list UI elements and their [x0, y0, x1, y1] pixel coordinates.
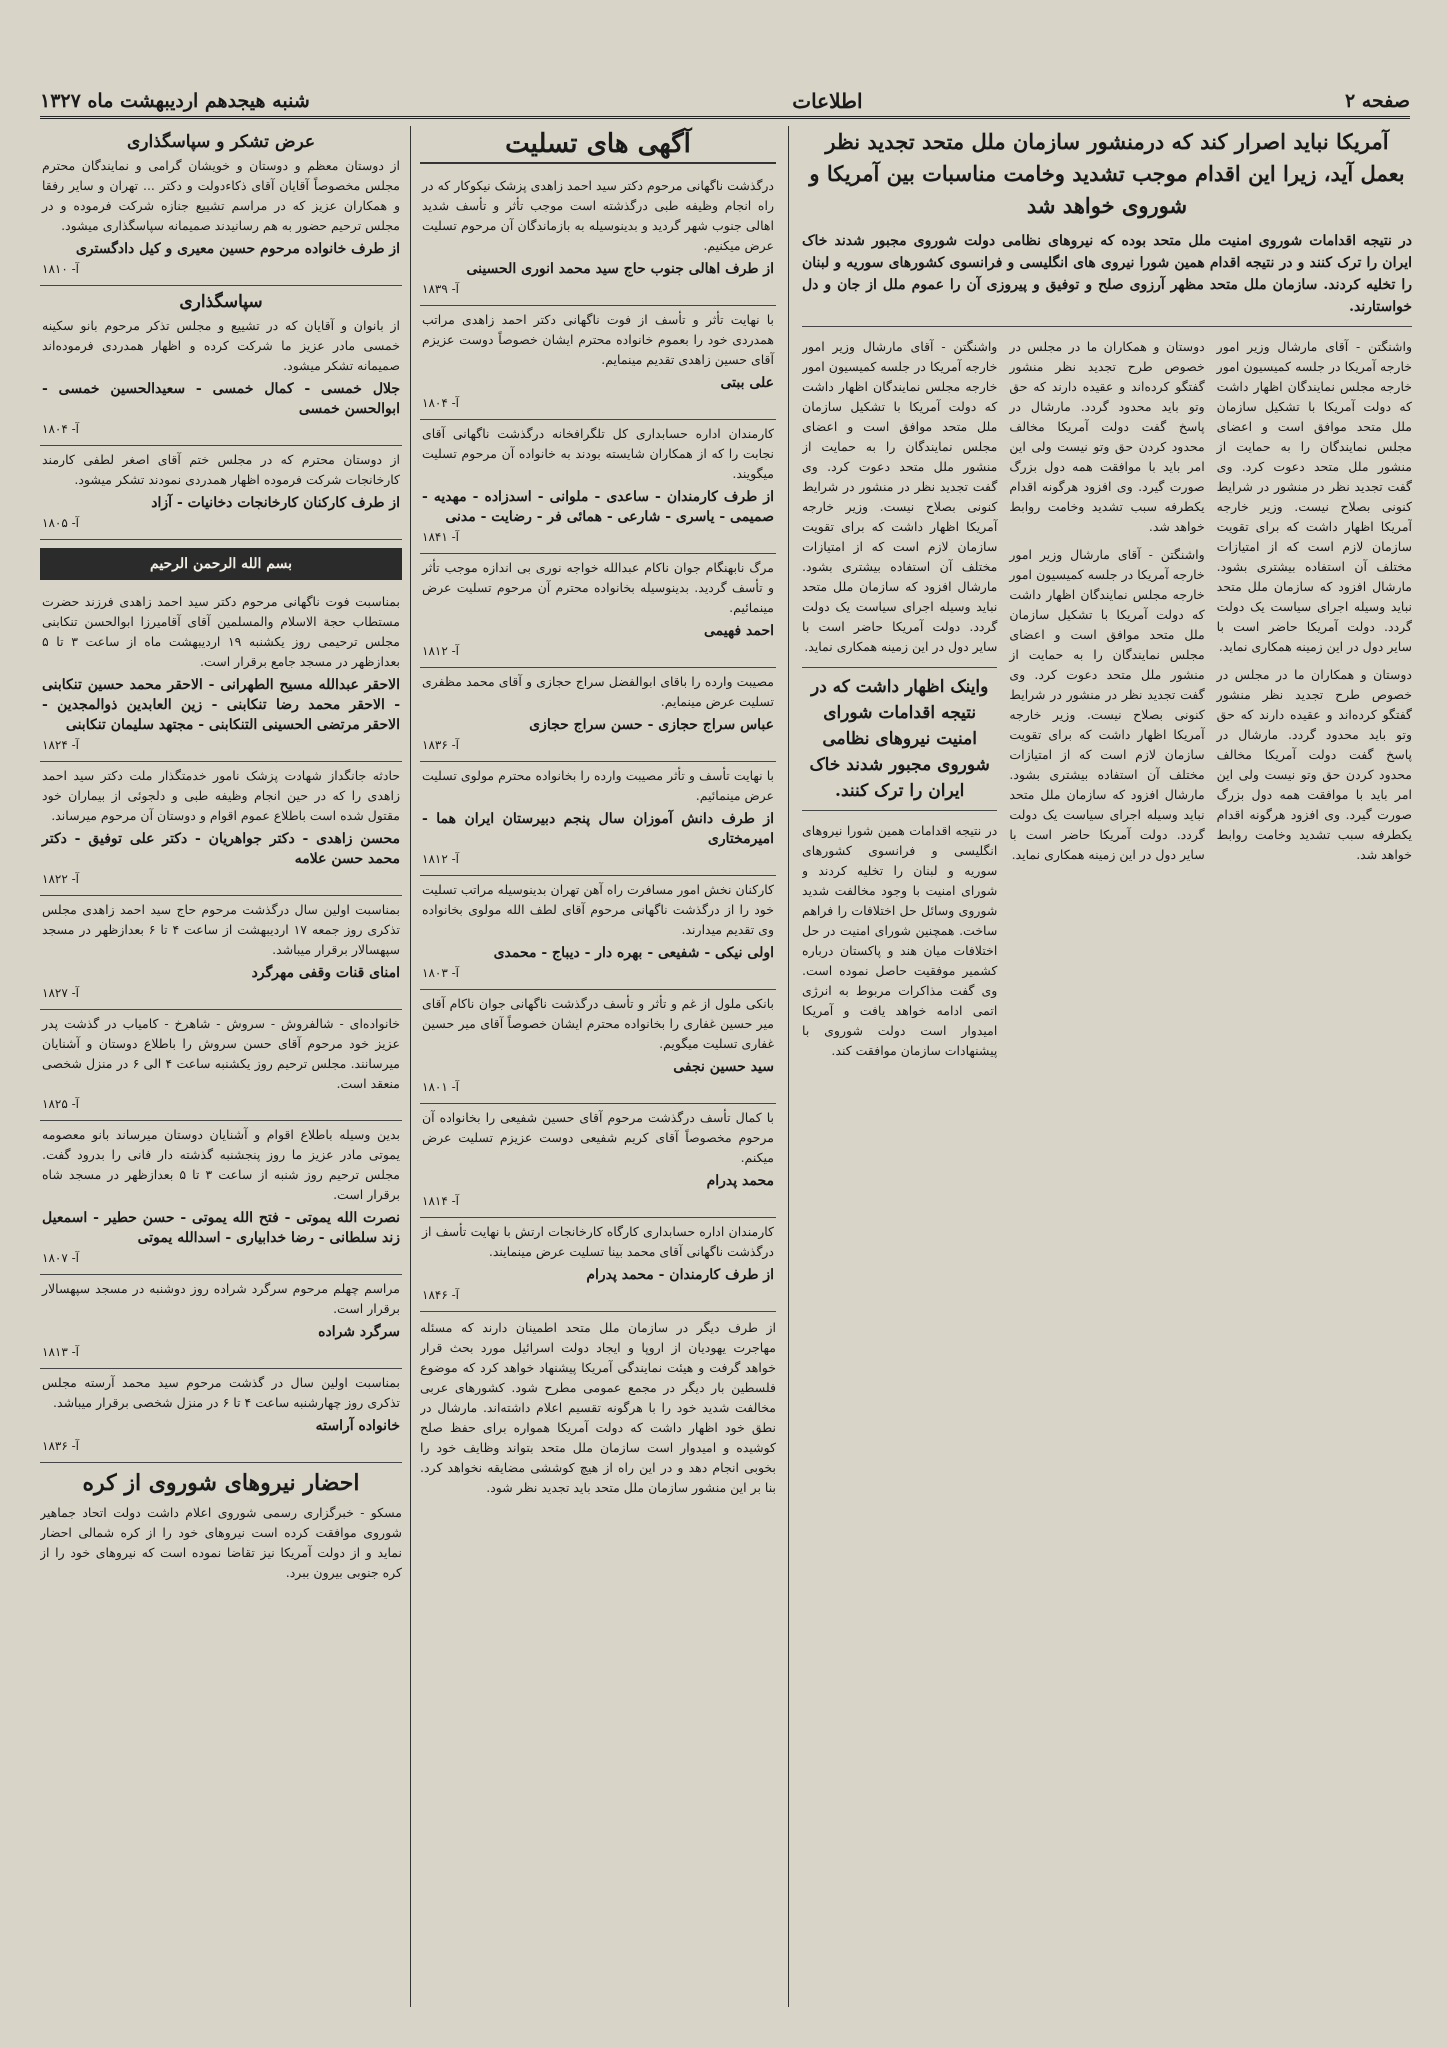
notice-signature: نصرت الله یموتی - فتح الله یموتی - حسن حطیر - اسمعیل زند سلطانی - رضا خدابیاری - اسدالله یموتی [42, 1210, 400, 1246]
notice-body: مصیبت وارده را باقای ابوالفضل سراج حجازی و آقای محمد مظفری تسلیت عرض مینمایم. [422, 674, 774, 709]
notice-signature: جلال خمسی - کمال خمسی - سعیدالحسین خمسی - ابوالحسن خمسی [42, 381, 400, 417]
notice-body: خانواده‌ای - شالفروش - سروش - شاهرخ - کامیاب در گذشت پدر عزیز خود مرحوم آقای حسن سروش را باطلاع دوستان و آشنایان میرسانند. مجلس ترحیم روز یکشنبه ساعت ۴ الی ۶ در منزل شخصی منعقد است. [42, 1016, 400, 1091]
notice-body: بمناسبت اولین سال درگذشت مرحوم حاج سید احمد زاهدی مجلس تذکری روز جمعه ۱۷ اردیبهشت از ساعت ۴ تا ۶ بعدازظهر در مسجد سپهسالار برقرار میباشد. [42, 902, 400, 957]
notice-signature: الاحقر عبدالله مسیح الطهرانی - الاحقر محمد حسین تنکابنی - الاحقر محمد رضا تنکابنی - زین العابدین ذوالمجدین - الاحقر مرتضی الحسینی التنکابنی - مجتهد سلیمان تنکابنی [42, 677, 400, 733]
notice-title: عرض تشکر و سپاسگذاری [126, 132, 316, 152]
condolence-notice [420, 668, 776, 762]
notice-signature: محمد پدرام [706, 1173, 774, 1189]
notice-body: کارمندان اداره حسابداری کارگاه کارخانجات ارتش با نهایت تأسف از درگذشت ناگهانی آقای محمد بینا تسلیت عرض مینمایند. [422, 1224, 774, 1259]
paper-name: اطلاعات [792, 89, 863, 113]
notice-code: آ- ۱۸۲۲ [42, 872, 79, 886]
notice-code: آ- ۱۸۳۶ [42, 1439, 79, 1453]
column-rule [788, 126, 789, 2007]
notice-signature: سرگرد شراده [318, 1324, 400, 1340]
middle-column [420, 126, 776, 2007]
notice-body: بدین وسیله باطلاع اقوام و آشنایان دوستان میرساند بانو معصومه یموتی مادر عزیز ما روز پنجشنبه گذشته دار فانی را بدرود گفت. مجلس ترحیم روز شنبه از ساعت ۳ تا ۵ بعدازظهر در مسجد شاه برقرار است. [42, 1127, 400, 1202]
notice-signature: از طرف خانواده مرحوم حسین معیری و کیل دادگستری [75, 241, 400, 257]
main-headline: آمریکا نباید اصرار کند که درمنشور سازمان ملل متحد تجدید نظر بعمل آید، زیرا این اقدام موجب تشدید وخامت مناسبات بین آمریکا و شوروی خواهد شد [809, 129, 1405, 218]
notice-signature: خانواده آراسته [315, 1418, 400, 1434]
notice-code: آ- ۱۸۰۱ [422, 1080, 459, 1094]
notice-code: آ- ۱۸۰۷ [42, 1251, 79, 1265]
headline-lead: در نتیجه اقدامات شوروی امنیت ملل متحد بوده که نیروهای نظامی دولت شوروی مجبور شدند خاک ایران را ترک کنند و در نتیجه اقدام همین شورا نیروی های انگلیسی و فرانسوی کشورهای سوریه و لبنان را تخلیه کردند. سازمان ملل متحد مظهر آرزوی صلح و توفیق و پیروزی آن را عموم ملل از جان و دل خواستارند. [802, 230, 1412, 327]
condolence-notice [420, 1218, 776, 1312]
notice-code: آ- ۱۸۲۴ [42, 738, 79, 752]
thanks-notice [40, 286, 402, 446]
notice-body: با نهایت تأسف و تأثر مصیبت وارده را بخانواده محترم مولوی تسلیت عرض مینمائیم. [422, 768, 774, 803]
notice-body: از بانوان و آقایان که در تشییع و مجلس تذکر مرحوم بانو سکینه خمسی مادر عزیز ما شرکت کرده و اظهار همدردی فرموده‌اند صمیمانه تشکر میشود. [42, 318, 400, 373]
thanks-notice [40, 446, 402, 540]
notice-body: مراسم چهلم مرحوم سرگرد شراده روز دوشنبه در مسجد سپهسالار برقرار است. [42, 1281, 400, 1316]
memorial-notice [40, 896, 402, 1010]
notice-signature: از طرف اهالی جنوب حاج سید محمد انوری الحسینی [466, 261, 774, 277]
notice-body: کارمندان اداره حسابداری کل تلگرافخانه درگذشت ناگهانی آقای نجابت را که از همکاران شایسته بودند به خانواده آن مرحوم تسلیت میگویند. [422, 426, 774, 481]
notice-title: سپاسگذاری [179, 292, 263, 312]
notice-body: با نهایت تأثر و تأسف از فوت ناگهانی دکتر احمد زاهدی مراتب همدردی خود را بعموم خانواده محترم ایشان خصوصاً دوست عزیزم آقای حسین زاهدی تقدیم مینمایم. [422, 312, 774, 367]
article-para-6: در نتیجه اقدامات همین شورا نیروهای انگلیسی و فرانسوی کشورهای سوریه و لبنان را تخلیه کردند و شورای امنیت با وجود مخالفت شدید شوروی وسائل حل اختلافات را فراهم ساخت. همچنین شورای امنیت در حل اختلافات میان هند و پاکستان درباره کشمیر موفقیت حاصل نموده است. وی گفت مذاکرات مربوط به انرژی اتمی ادامه خواهد یافت و آمریکا امیدوار است دولت شوروی با پیشنهادات سازمان موافقت کند. [802, 823, 998, 1058]
condolence-notice [420, 420, 776, 554]
notice-code: آ- ۱۸۱۰ [42, 262, 79, 276]
memorial-notice [40, 762, 402, 896]
notice-body: از دوستان محترم که در مجلس ختم آقای اصغر لطفی کارمند کارخانجات شرکت فرموده اظهار همدردی نمودند تشکر میشود. [42, 452, 400, 487]
notice-body: کارکنان نخش امور مسافرت راه آهن تهران بدینوسیله مراتب تسلیت خود را از درگذشت ناگهانی مرحوم آقای لطف الله مولوی بخانواده وی تقدیم میدارند. [422, 882, 774, 937]
notice-signature: از طرف کارکنان کارخانجات دخانیات - آزاد [151, 495, 400, 511]
notice-code: آ- ۱۸۱۲ [422, 852, 459, 866]
korea-headline: احضار نیروهای شوروی از کره [82, 1470, 360, 1496]
basmala-banner: بسم الله الرحمن الرحیم [40, 548, 402, 580]
condolence-title: آگهی های تسلیت [420, 126, 776, 164]
condolence-notice [420, 306, 776, 420]
notice-code: آ- ۱۸۰۵ [42, 516, 79, 530]
notice-signature: اولی نیکی - شفیعی - بهره دار - دیباج - محمدی [493, 945, 774, 961]
article-subcol-2 [1009, 337, 1204, 1061]
notice-code: آ- ۱۸۱۲ [422, 644, 459, 658]
notice-code: آ- ۱۸۲۵ [42, 1097, 79, 1111]
notice-signature: علی ببتی [720, 375, 774, 391]
page-number: صفحه ۲ [1344, 90, 1410, 112]
article-subcol-3 [802, 337, 997, 1061]
article-para-3: دوستان و همکاران ما در مجلس در خصوص طرح تجدید نظر منشور گفتگو کرده‌اند و عقیده دارند که حق وتو باید محدود گردد. مارشال در پاسخ گفت دولت آمریکا مخالف محدود کردن حق وتو نیست ولی این امر باید با موافقت همه دول بزرگ صورت گیرد. وی افزود هرگونه اقدام یکطرفه سبب تشدید وخامت روابط خواهد شد. [1009, 339, 1205, 534]
memorial-notice [40, 1010, 402, 1121]
notice-code: آ- ۱۸۳۶ [422, 738, 459, 752]
notice-body: بمناسبت فوت ناگهانی مرحوم دکتر سید احمد زاهدی فرزند حضرت مستطاب حجة الاسلام والمسلمین آقای آقامیرزا ابوالحسن تنکابنی مجلس ترحیمی روز یکشنبه ۱۹ اردیبهشت ماه از ساعت ۳ تا ۵ بعدازظهر در مسجد جامع برقرار است. [42, 594, 400, 669]
notice-signature: امنای قنات وقفی مهرگرد [251, 965, 400, 981]
middle-article: از طرف دیگر در سازمان ملل متحد اطمینان دارند که مسئله مهاجرت یهودیان از اروپا و ایجاد دولت اسرائیل مورد بحث قرار خواهد گرفت و هیئت نمایندگی آمریکا پیشنهاد خواهد کرد که موضوع فلسطین بار دیگر در مجمع عمومی مطرح شود. کشورهای عربی مخالفت شدید خود را با هرگونه تقسیم اعلام داشته‌اند. مارشال در نطق خود اظهار داشت که دولت آمریکا همواره برای حفظ صلح کوشیده و امیدوار است سازمان ملل متحد بتواند وظایف خود را بخوبی انجام دهد و در این راه از هیچ کوششی مضایقه نخواهد کرد. بنا بر این منشور سازمان ملل متحد باید تجدید نظر شود. [420, 1320, 776, 1495]
notice-signature: احمد فهیمی [704, 623, 774, 639]
notice-code: آ- ۱۸۰۴ [42, 422, 79, 436]
korea-article: مسکو - خبرگزاری رسمی شوروی اعلام داشت دولت اتحاد جماهیر شوروی موافقت کرده است نیروهای خود را از کره شمالی احضار نماید و از دولت آمریکا نیز تقاضا نموده است که نیروهای خود را از کره جنوبی بیرون ببرد. [40, 1505, 402, 1580]
memorial-notice [40, 588, 402, 762]
notice-body: بانکی ملول از غم و تأثر و تأسف درگذشت ناگهانی جوان ناکام آقای میر حسین غفاری را بخانواده محترم ایشان خصوصاً آقای میر حسین غفاری تسلیت میگویم. [422, 996, 774, 1051]
condolence-notice [420, 1104, 776, 1218]
notice-code: آ- ۱۸۴۱ [422, 530, 459, 544]
notice-body: حادثه جانگداز شهادت پزشک نامور خدمتگذار ملت دکتر سید احمد زاهدی را که در حین انجام وظیفه طبی و دلجوئی از بیماران خود مقتول شده است باطلاع عموم اقوام و دوستان آن مرحوم میرساند. [42, 768, 400, 823]
memorial-notice [40, 1275, 402, 1369]
notice-signature: از طرف کارمندان - ساعدی - ملوانی - اسدزاده - مهدیه - صمیمی - یاسری - شارعی - همائی فر - رضایت - مدنی [422, 489, 774, 525]
notice-body: مرگ نابهنگام جوان ناکام عبدالله خواجه نوری بی اندازه موجب تأثر و تأسف گردید. بدینوسیله بخانواده محترم آن مرحوم تسلیت عرض مینمائیم. [422, 560, 774, 615]
article-para-4: واشنگتن - آقای مارشال وزیر امور خارجه آمریکا در جلسه کمیسیون امور خارجه مجلس نمایندگان اظهار داشت که دولت آمریکا با تشکیل سازمان ملل متحد موافق است و اعضای مجلس نمایندگان را به حمایت از منشور ملل متحد دعوت کرد. وی گفت تجدید نظر در منشور در شرایط کنونی بصلاح نیست. وزیر خارجه آمریکا اظهار داشت که برای تقویت سازمان لازم است که از امتیازات مختلف آن استفاده بیشتری بشود. مارشال افزود که سازمان ملل متحد نباید وسیله اجرای سیاست یک دولت گردد. دولت آمریکا حاضر است با سایر دول در این زمینه همکاری نماید. [1009, 547, 1205, 862]
notice-code: آ- ۱۸۱۳ [42, 1345, 79, 1359]
notice-signature: از طرف کارمندان - محمد پدرام [586, 1267, 774, 1283]
condolence-notice [420, 990, 776, 1104]
issue-date: شنبه هیجدهم اردیبهشت ماه ۱۳۲۷ [40, 90, 310, 112]
left-column [40, 126, 402, 2007]
column-rule [410, 126, 411, 2007]
condolence-notice [420, 172, 776, 306]
masthead [40, 86, 1410, 119]
notice-signature: محسن زاهدی - دکتر جواهریان - دکتر علی توفیق - دکتر محمد حسن علامه [42, 831, 400, 867]
article-para-1: واشنگتن - آقای مارشال وزیر امور خارجه آمریکا در جلسه کمیسیون امور خارجه مجلس نمایندگان اظهار داشت که دولت آمریکا با تشکیل سازمان ملل متحد موافق است و اعضای مجلس نمایندگان را به حمایت از منشور ملل متحد دعوت کرد. وی گفت تجدید نظر در منشور در شرایط کنونی بصلاح نیست. وزیر خارجه آمریکا اظهار داشت که برای تقویت سازمان لازم است که از امتیازات مختلف آن استفاده بیشتری بشود. مارشال افزود که سازمان ملل متحد نباید وسیله اجرای سیاست یک دولت گردد. دولت آمریکا حاضر است با سایر دول در این زمینه همکاری نماید. [1216, 339, 1412, 654]
article-subcol-1 [1217, 337, 1412, 1061]
notice-code: آ- ۱۸۱۴ [422, 1194, 459, 1208]
condolence-notice [420, 876, 776, 990]
notice-body: از دوستان معظم و دوستان و خویشان گرامی و نمایندگان محترم مجلس مخصوصاً آقایان آقای ذکاء‌دولت و دکتر ... تهران و سایر رفقا و همکاران عزیز که در مراسم تشییع جنازه شرکت فرموده و در مجلس ترحیم حضور به هم رسانیدند صمیمانه سپاسگذاری میشود. [42, 158, 400, 233]
article-subcolumns [802, 337, 1412, 1061]
notice-code: آ- ۱۸۴۶ [422, 1288, 459, 1302]
article-side-head: واینک اظهار داشت که در نتیجه اقدامات شورای امنیت نیروهای نظامی شوروی مجبور شدند خاک ایران را ترک کنند. [802, 667, 997, 811]
memorial-notice [40, 1121, 402, 1275]
notice-code: آ- ۱۸۳۹ [422, 282, 459, 296]
notice-code: آ- ۱۸۰۴ [422, 396, 459, 410]
thanks-notice [40, 126, 402, 286]
notice-code: آ- ۱۸۰۳ [422, 966, 459, 980]
notice-body: با کمال تأسف درگذشت مرحوم آقای حسین شفیعی را بخانواده آن مرحوم مخصوصاً آقای کریم شفیعی دوست عزیزم تسلیت عرض میکنم. [422, 1110, 774, 1165]
condolence-notice [420, 554, 776, 668]
article-para-2: دوستان و همکاران ما در مجلس در خصوص طرح تجدید نظر منشور گفتگو کرده‌اند و عقیده دارند که حق وتو باید محدود گردد. مارشال در پاسخ گفت دولت آمریکا مخالف محدود کردن حق وتو نیست ولی این امر باید با موافقت همه دول بزرگ صورت گیرد. وی افزود هرگونه اقدام یکطرفه سبب تشدید وخامت روابط خواهد شد. [1216, 667, 1412, 862]
notice-signature: از طرف دانش آموزان سال پنجم دبیرستان ایران هما - امیرمختاری [422, 811, 774, 847]
notice-body: بمناسبت اولین سال در گذشت مرحوم سید محمد آرسته مجلس تذکری روز چهارشنبه ساعت ۴ تا ۶ در منزل شخصی برقرار میباشد. [42, 1375, 400, 1410]
notice-body: درگذشت ناگهانی مرحوم دکتر سید احمد زاهدی پزشک نیکوکار که در راه انجام وظیفه طبی درگذشته است موجب تأثر و تأسف شدید اهالی جنوب شهر گردید و بدینوسیله به بازماندگان آن مرحوم تسلیت عرض میکنیم. [422, 178, 774, 253]
condolence-notice [420, 762, 776, 876]
article-para-5: واشنگتن - آقای مارشال وزیر امور خارجه آمریکا در جلسه کمیسیون امور خارجه مجلس نمایندگان اظهار داشت که دولت آمریکا با تشکیل سازمان ملل متحد موافق است و اعضای مجلس نمایندگان را به حمایت از منشور ملل متحد دعوت کرد. وی گفت تجدید نظر در منشور در شرایط کنونی بصلاح نیست. وزیر خارجه آمریکا اظهار داشت که برای تقویت سازمان لازم است که از امتیازات مختلف آن استفاده بیشتری بشود. مارشال افزود که سازمان ملل متحد نباید وسیله اجرای سیاست یک دولت گردد. دولت آمریکا حاضر است با سایر دول در این زمینه همکاری نماید. [802, 339, 998, 654]
notice-signature: سید حسین نجفی [673, 1059, 774, 1075]
notice-signature: عباس سراج حجازی - حسن سراج حجازی [529, 717, 774, 733]
right-column [802, 126, 1412, 2007]
notice-code: آ- ۱۸۲۷ [42, 986, 79, 1000]
memorial-notice [40, 1369, 402, 1463]
